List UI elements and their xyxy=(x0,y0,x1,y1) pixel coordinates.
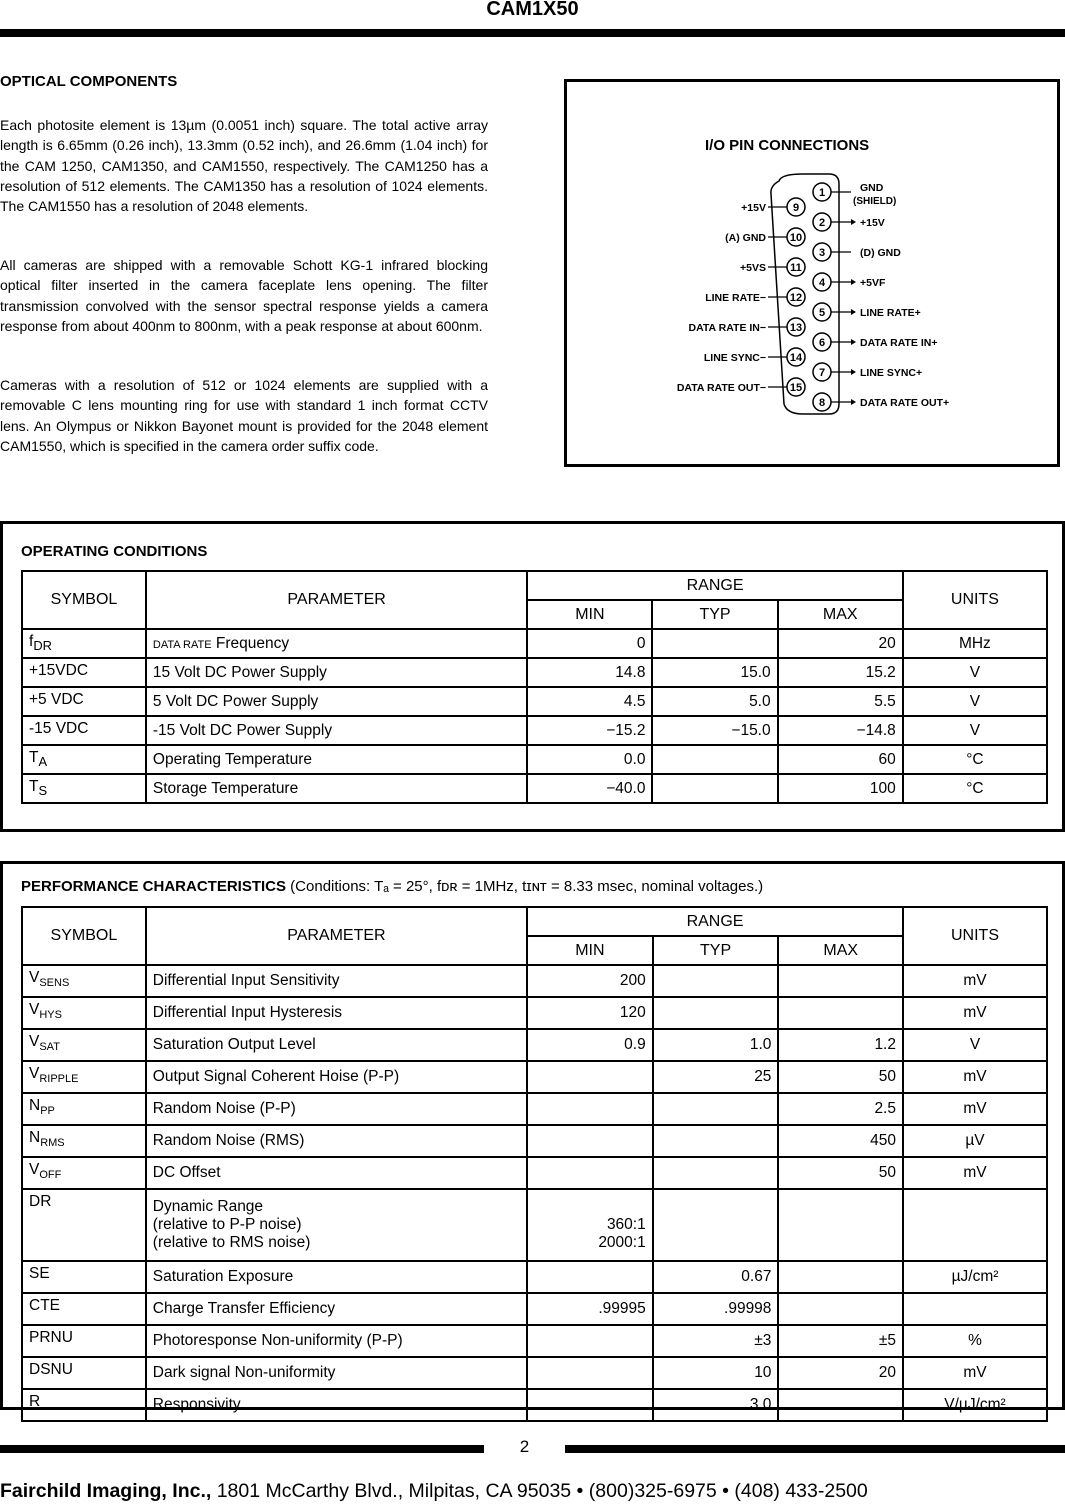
pin-label: LINE SYNC− xyxy=(703,352,766,364)
table-row xyxy=(22,965,1047,997)
header-typ: TYP xyxy=(653,936,779,965)
cell-parameter: Charge Transfer Efficiency xyxy=(146,1293,527,1325)
pin-7 xyxy=(813,363,922,381)
pin-5 xyxy=(813,303,921,321)
cell-units: V xyxy=(903,687,1047,716)
cell-symbol: DSNU xyxy=(22,1357,146,1389)
performance-conditions: (Conditions: Tₐ = 25°, fᴅʀ = 1MHz, tɪɴᴛ = 8.33 msec, nominal voltages.) xyxy=(286,878,764,895)
cell-symbol: $V_{OFF}$ xyxy=(22,1157,146,1189)
pin-13 xyxy=(689,318,805,336)
cell-max: −14.8 xyxy=(778,716,903,745)
header-parameter: PARAMETER xyxy=(146,907,527,965)
cell-typ xyxy=(652,774,777,803)
header-rule xyxy=(0,29,1065,37)
table-row xyxy=(22,774,1047,803)
pin-label: DATA RATE IN− xyxy=(688,322,766,334)
document-title: CAM1X50 xyxy=(486,0,579,20)
cell-units: °C xyxy=(903,774,1047,803)
pin-number: 5 xyxy=(818,307,826,319)
pin-15 xyxy=(677,378,805,396)
cell-symbol: +5 VDC xyxy=(22,687,146,716)
cell-max: 100 xyxy=(778,774,903,803)
performance-title: PERFORMANCE CHARACTERISTICS xyxy=(21,878,287,895)
operating-conditions-panel xyxy=(0,521,1065,832)
footer-contact xyxy=(0,1480,868,1503)
cell-parameter: Operating Temperature xyxy=(146,745,527,774)
table-row xyxy=(22,1093,1047,1125)
shield-label: (SHIELD) xyxy=(853,196,897,207)
pin-label: +15V xyxy=(741,202,766,214)
cell-max xyxy=(778,1261,903,1293)
cell-parameter: Differential Input Sensitivity xyxy=(146,965,527,997)
performance-table xyxy=(21,906,1048,1422)
header-range: RANGE xyxy=(527,907,903,936)
cell-units: mV xyxy=(903,1157,1047,1189)
cell-symbol: $V_{SAT}$ xyxy=(22,1029,146,1061)
cell-min: −15.2 xyxy=(527,716,652,745)
table-row xyxy=(22,745,1047,774)
cell-min: 14.8 xyxy=(527,658,652,687)
pin-4 xyxy=(813,273,886,291)
cell-units xyxy=(903,1189,1047,1261)
pin-label: (A) GND xyxy=(725,232,766,244)
pin-number: 1 xyxy=(818,187,826,199)
cell-symbol: $N_{RMS}$ xyxy=(22,1125,146,1157)
table-row xyxy=(22,716,1047,745)
pin-number: 4 xyxy=(818,277,826,289)
pin-label: DATA RATE OUT− xyxy=(676,382,766,394)
cell-typ: 1.0 xyxy=(653,1029,779,1061)
pin-number: 14 xyxy=(789,352,803,364)
operating-title: OPERATING CONDITIONS xyxy=(21,543,208,560)
cell-max: 50 xyxy=(778,1157,903,1189)
page-number: 2 xyxy=(519,1437,530,1456)
cell-min: 0 xyxy=(527,629,652,658)
table-row xyxy=(22,1125,1047,1157)
cell-units: mV xyxy=(903,1061,1047,1093)
operating-table xyxy=(21,570,1048,804)
cell-typ: 0.67 xyxy=(653,1261,779,1293)
table-row xyxy=(22,1293,1047,1325)
cell-parameter: Dynamic Range (relative to P-P noise) (relative to RMS noise) xyxy=(146,1189,527,1261)
table-row xyxy=(22,1261,1047,1293)
cell-parameter: 15 Volt DC Power Supply xyxy=(146,658,527,687)
cell-parameter: DC Offset xyxy=(146,1157,527,1189)
table-row xyxy=(22,1189,1047,1261)
pin-12 xyxy=(705,288,805,306)
cell-min xyxy=(527,1325,653,1357)
cell-symbol: $V_{RIPPLE}$ xyxy=(22,1061,146,1093)
cell-symbol: $T_S$ xyxy=(22,774,146,803)
footer-rule-left xyxy=(0,1445,484,1453)
cell-units: mV xyxy=(903,965,1047,997)
cell-max: 20 xyxy=(778,1357,903,1389)
cell-parameter: Output Signal Coherent Hoise (P-P) xyxy=(146,1061,527,1093)
cell-typ xyxy=(653,997,779,1029)
arrow-icon xyxy=(851,399,856,405)
cell-max xyxy=(778,965,903,997)
cell-typ xyxy=(653,1157,779,1189)
pin-8 xyxy=(813,393,949,411)
pin-number: 13 xyxy=(789,322,803,334)
cell-symbol: R xyxy=(22,1389,146,1421)
pin-number: 11 xyxy=(790,262,802,274)
cell-max: 450 xyxy=(778,1125,903,1157)
cell-parameter: Storage Temperature xyxy=(146,774,527,803)
cell-symbol: +15VDC xyxy=(22,658,146,687)
cell-max: 1.2 xyxy=(778,1029,903,1061)
header-min: MIN xyxy=(527,936,653,965)
table-row xyxy=(22,1357,1047,1389)
cell-max xyxy=(778,1189,903,1261)
table-row xyxy=(22,658,1047,687)
cell-symbol: PRNU xyxy=(22,1325,146,1357)
table-row xyxy=(22,687,1047,716)
cell-max xyxy=(778,997,903,1029)
pin-label: +15V xyxy=(860,217,885,229)
arrow-icon xyxy=(851,309,856,315)
cell-parameter: Saturation Output Level xyxy=(146,1029,527,1061)
header-typ: TYP xyxy=(652,600,777,629)
pin-label: LINE RATE+ xyxy=(860,307,921,319)
pin-number: 10 xyxy=(789,232,803,244)
cell-min xyxy=(527,1061,653,1093)
pin-number: 9 xyxy=(792,202,800,214)
cell-parameter: -15 Volt DC Power Supply xyxy=(146,716,527,745)
cell-symbol: $N_{PP}$ xyxy=(22,1093,146,1125)
cell-parameter: Differential Input Hysteresis xyxy=(146,997,527,1029)
cell-min xyxy=(527,1093,653,1125)
cell-typ xyxy=(653,1093,779,1125)
pin-number: 3 xyxy=(818,247,826,259)
cell-typ: .99998 xyxy=(653,1293,779,1325)
cell-typ: 25 xyxy=(653,1061,779,1093)
pin-10 xyxy=(725,228,805,246)
cell-max xyxy=(778,1389,903,1421)
cell-typ: 3.0 xyxy=(653,1389,779,1421)
pin-diagram-title: I/O PIN CONNECTIONS xyxy=(705,137,870,154)
pin-connections-figure xyxy=(564,79,1060,467)
cell-min: 120 xyxy=(527,997,653,1029)
pin-label: LINE RATE− xyxy=(705,292,766,304)
pin-3 xyxy=(813,243,901,261)
cell-parameter: Dark signal Non-uniformity xyxy=(146,1357,527,1389)
cell-typ xyxy=(653,965,779,997)
cell-min xyxy=(527,1389,653,1421)
paragraph-lens-mount: Cameras with a resolution of 512 or 1024 elements are supplied with a removable C lens mounting ring for use with standard 1 inch format CCTV lens. An Olympus or Nikkon Bayonet mount is provided for the 2048 element CAM1550, which is specified in the camera order suffix code. xyxy=(0,377,488,454)
cell-parameter: Random Noise (RMS) xyxy=(146,1125,527,1157)
pin-label: +5VF xyxy=(860,277,886,289)
pin-label: (D) GND xyxy=(860,247,901,259)
header-symbol: SYMBOL xyxy=(22,571,146,629)
cell-min: −40.0 xyxy=(527,774,652,803)
cell-typ: 5.0 xyxy=(652,687,777,716)
cell-min: 0.9 xyxy=(527,1029,653,1061)
header-symbol: SYMBOL xyxy=(22,907,146,965)
pin-14 xyxy=(704,348,805,366)
table-row xyxy=(22,1061,1047,1093)
arrow-icon xyxy=(851,339,856,345)
pin-label: +5VS xyxy=(740,262,766,274)
pin-number: 7 xyxy=(818,367,826,379)
pin-2 xyxy=(813,213,885,231)
cell-units xyxy=(903,1293,1047,1325)
cell-units: µV xyxy=(903,1125,1047,1157)
cell-max: 15.2 xyxy=(778,658,903,687)
table-row xyxy=(22,1157,1047,1189)
header-units: UNITS xyxy=(903,571,1047,629)
cell-max: 60 xyxy=(778,745,903,774)
cell-min xyxy=(527,1357,653,1389)
cell-min: 0.0 xyxy=(527,745,652,774)
cell-parameter: Saturation Exposure xyxy=(146,1261,527,1293)
arrow-icon xyxy=(851,279,856,285)
cell-min: 360:1 2000:1 xyxy=(527,1189,653,1261)
cell-symbol: $V_{HYS}$ xyxy=(22,997,146,1029)
cell-units: V xyxy=(903,716,1047,745)
footer-rule-right xyxy=(565,1445,1065,1453)
company-name: Fairchild Imaging, Inc., xyxy=(0,1480,212,1502)
pin-11 xyxy=(740,258,805,276)
cell-units: µJ/cm² xyxy=(903,1261,1047,1293)
cell-parameter: Photoresponse Non-uniformity (P-P) xyxy=(146,1325,527,1357)
cell-max: 2.5 xyxy=(778,1093,903,1125)
cell-min xyxy=(527,1157,653,1189)
pin-number: 6 xyxy=(818,337,826,349)
header-parameter: PARAMETER xyxy=(146,571,527,629)
cell-parameter: Responsivity xyxy=(146,1389,527,1421)
pin-label: DATA RATE IN+ xyxy=(860,337,938,349)
pin-6 xyxy=(813,333,937,351)
cell-parameter: DATA RATE Frequency xyxy=(146,629,527,658)
cell-max: ±5 xyxy=(778,1325,903,1357)
performance-panel xyxy=(0,861,1065,1413)
cell-typ xyxy=(652,629,777,658)
pin-number: 2 xyxy=(818,217,826,229)
cell-min: 200 xyxy=(527,965,653,997)
cell-units: °C xyxy=(903,745,1047,774)
section-heading: OPTICAL COMPONENTS xyxy=(0,73,178,90)
performance-title-line xyxy=(21,878,763,895)
cell-symbol: CTE xyxy=(22,1293,146,1325)
cell-max xyxy=(778,1293,903,1325)
company-address: 1801 McCarthy Blvd., Milpitas, CA 95035 • (800)325-6975 • (408) 433-2500 xyxy=(211,1480,868,1502)
cell-symbol: DR xyxy=(22,1189,146,1261)
header-max: MAX xyxy=(778,936,903,965)
cell-min xyxy=(527,1125,653,1157)
header-max: MAX xyxy=(778,600,903,629)
cell-parameter: 5 Volt DC Power Supply xyxy=(146,687,527,716)
cell-units: % xyxy=(903,1325,1047,1357)
cell-max: 5.5 xyxy=(778,687,903,716)
cell-max: 50 xyxy=(778,1061,903,1093)
cell-typ xyxy=(653,1189,779,1261)
pin-label: LINE SYNC+ xyxy=(860,367,923,379)
pin-connector-diagram xyxy=(567,82,1057,464)
header-range: RANGE xyxy=(527,571,902,600)
pin-number: 12 xyxy=(789,292,803,304)
pin-label: GND xyxy=(860,182,884,194)
cell-typ xyxy=(652,745,777,774)
table-row xyxy=(22,1389,1047,1421)
arrow-icon xyxy=(851,219,856,225)
cell-units: mV xyxy=(903,1357,1047,1389)
arrow-icon xyxy=(851,369,856,375)
paragraph-filter: All cameras are shipped with a removable Schott KG-1 infrared blocking optical filter inserted in the camera faceplate lens opening. The filter transmission convolved with the sensor spectral response yields a camera response from about 400nm to 800nm, with a peak response at about 600nm. xyxy=(0,257,488,334)
pin-9 xyxy=(741,198,805,216)
table-row xyxy=(22,1029,1047,1061)
cell-units: V/µJ/cm² xyxy=(903,1389,1047,1421)
table-row xyxy=(22,1325,1047,1357)
cell-typ: 10 xyxy=(653,1357,779,1389)
cell-parameter: Random Noise (P-P) xyxy=(146,1093,527,1125)
table-row xyxy=(22,997,1047,1029)
cell-units: V xyxy=(903,1029,1047,1061)
pin-label: DATA RATE OUT+ xyxy=(860,397,950,409)
cell-typ: ±3 xyxy=(653,1325,779,1357)
cell-symbol: $T_A$ xyxy=(22,745,146,774)
cell-max: 20 xyxy=(778,629,903,658)
cell-symbol: $f_{DR}$ xyxy=(22,629,146,658)
cell-min: .99995 xyxy=(527,1293,653,1325)
cell-units: mV xyxy=(903,1093,1047,1125)
header-min: MIN xyxy=(527,600,652,629)
table-row xyxy=(22,629,1047,658)
pin-number: 8 xyxy=(818,397,826,409)
pin-number: 15 xyxy=(789,382,803,394)
cell-typ xyxy=(653,1125,779,1157)
cell-units: MHz xyxy=(903,629,1047,658)
cell-symbol: -15 VDC xyxy=(22,716,146,745)
cell-typ: −15.0 xyxy=(652,716,777,745)
cell-symbol: SE xyxy=(22,1261,146,1293)
cell-symbol: $V_{SENS}$ xyxy=(22,965,146,997)
cell-typ: 15.0 xyxy=(652,658,777,687)
paragraph-photosite: Each photosite element is 13µm (0.0051 inch) square. The total active array length is 6.65mm (0.26 inch), 13.3mm (0.52 inch), and 26.6mm (1.04 inch) for the CAM 1250, CAM1350, and CAM1550, respectively. The CAM1250 has a resolution of 512 elements. The CAM1350 has a resolution of 1024 elements. The CAM1550 has a resolution of 2048 elements. xyxy=(0,117,488,215)
header-units: UNITS xyxy=(903,907,1047,965)
cell-units: V xyxy=(903,658,1047,687)
cell-min: 4.5 xyxy=(527,687,652,716)
cell-units: mV xyxy=(903,997,1047,1029)
cell-min xyxy=(527,1261,653,1293)
